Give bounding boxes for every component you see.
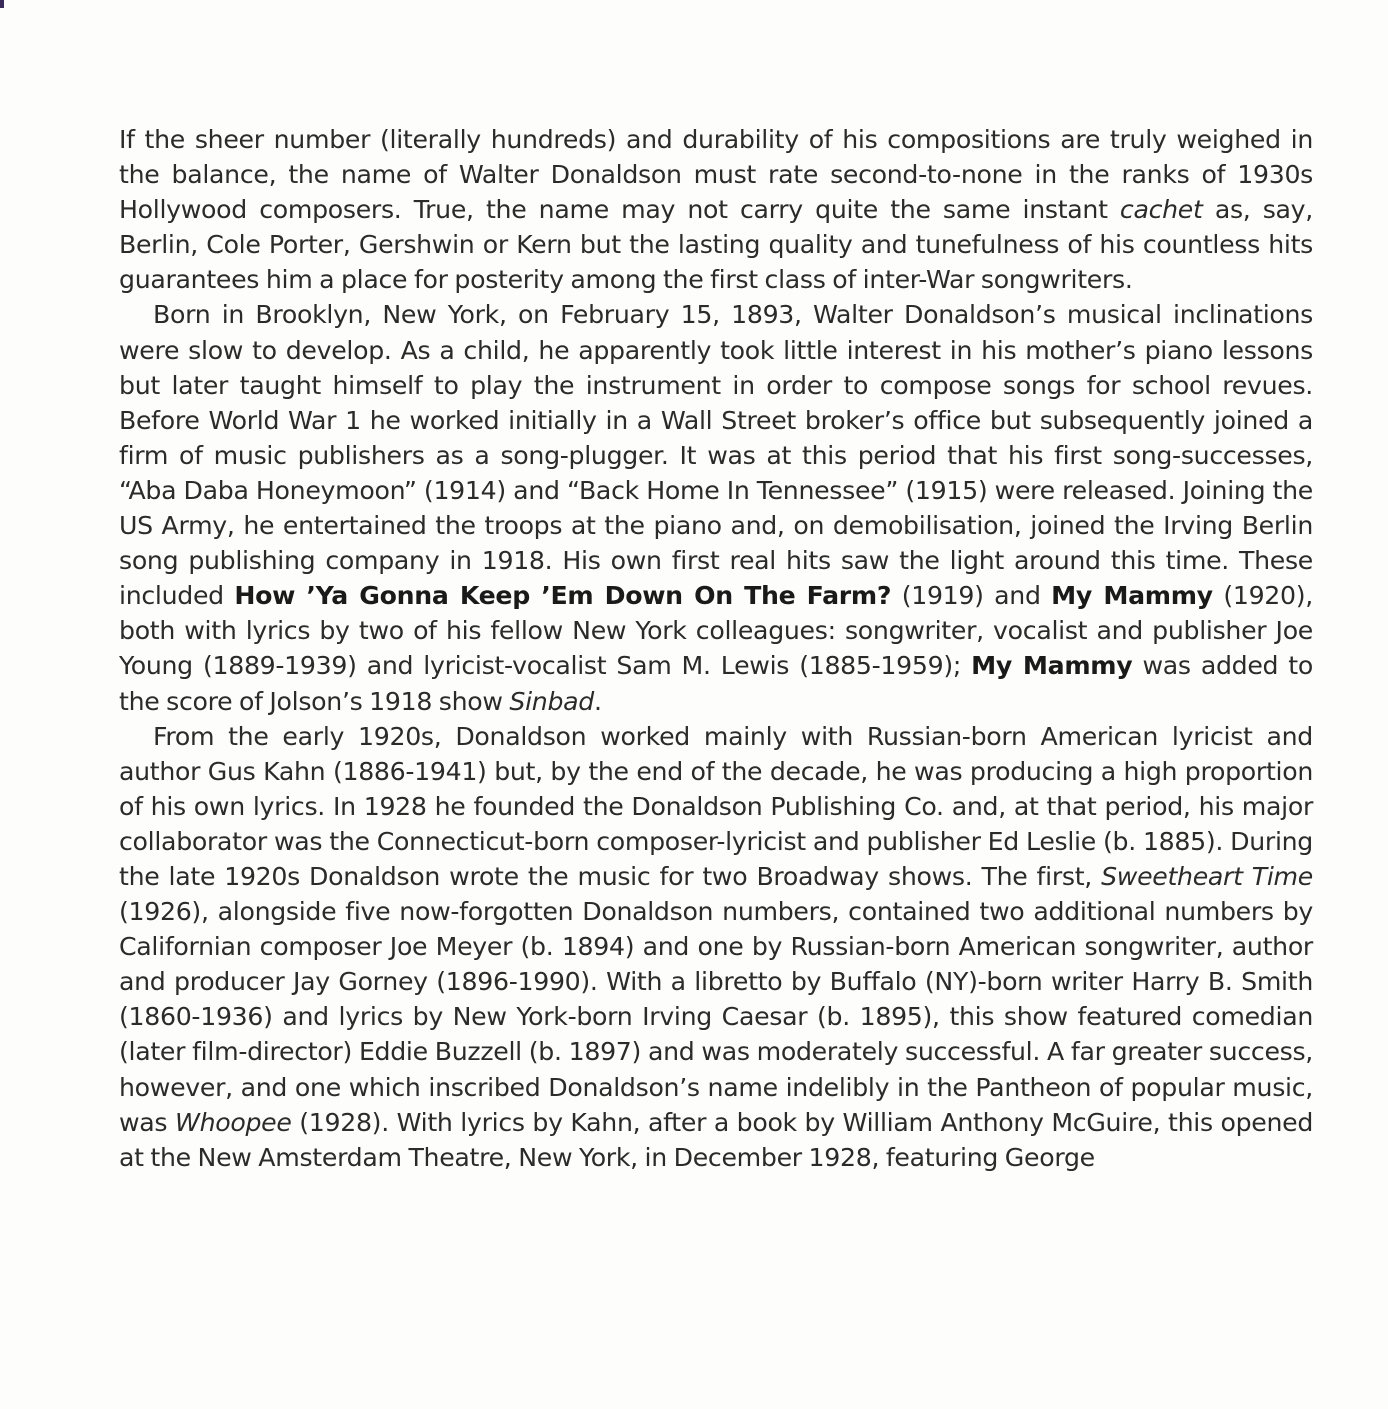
text-run: From the early 1920s, Donaldson worked mainly with Russian-born American lyricist and author Gus Kahn (1886-1941) but, by the end of the decade, he was producing a high proportion of his own lyrics. In 1928 he founded the Donaldson Publishing Co. and, at that period, his major collaborator was the Connecticut-born composer-lyricist and publisher Ed Leslie (b. 1885). During the late 1920s Donaldson wrote the music for two Broadway shows. The first, <box>119 721 1313 891</box>
text-run: (1919) and <box>891 581 1052 611</box>
text-run: If the sheer number (literally hundreds) and durability of his compositions are truly weighed in the balance, the name of Walter Donaldson must rate second-to-none in the ranks of 1930s Hollywood composers. True, the name may not carry quite the same instant <box>119 125 1313 225</box>
emphasis-text: Whoopee <box>174 1107 292 1137</box>
text-run: was added to the score of Jolson’s 1918 show <box>119 651 1313 716</box>
text-run: Born in Brooklyn, New York, on February 15, 1893, Walter Donaldson’s musical inclinations were slow to develop. As a child, he apparently took little interest in his mother’s piano lessons but later taught himself to play the instrument in order to compose songs for school revues. Before World War 1 he worked initially in a Wall Street broker’s office but subsequently joined a firm of music publishers as a song-plugger. It was at this period that his first song-successes, “Aba Daba Honeymoon” (1914) and “Back Home In Tennessee” (1915) were released. Joining the US Army, he entertained the troops at the piano and, on demobilisation, joined the Irving Berlin song publishing company in 1918. His own first real hits saw the light around this time. These included <box>119 300 1313 611</box>
song-title: How ’Ya Gonna Keep ’Em Down On The Farm? <box>234 581 892 611</box>
song-title: My Mammy <box>1051 581 1213 611</box>
text-run: as, say, Berlin, Cole Porter, Gershwin or Kern but the lasting quality and tunefulness of his countless hits guarantees him a place for posterity among the first class of inter-War songwriters. <box>119 195 1313 295</box>
emphasis-text: cachet <box>1119 195 1203 225</box>
paragraph-early-life <box>119 297 1313 718</box>
paragraph-broadway <box>119 719 1313 1175</box>
scan-edge-mark <box>0 0 4 8</box>
text-run: (1928). With lyrics by Kahn, after a book by William Anthony McGuire, this opened at the New Amsterdam Theatre, New York, in December 1928, featuring George <box>119 1107 1314 1172</box>
body-text <box>119 122 1313 1175</box>
emphasis-text: Sinbad <box>509 686 594 716</box>
song-title: My Mammy <box>971 651 1133 681</box>
text-run: . <box>593 686 602 716</box>
text-run: (1926), alongside five now-forgotten Donaldson numbers, contained two additional numbers by Californian composer Joe Meyer (b. 1894) and one by Russian-born American songwriter, author and producer Jay Gorney (1896-1990). With a libretto by Buffalo (NY)-born writer Harry B. Smith (1860-1936) and lyrics by New York-born Irving Caesar (b. 1895), this show featured comedian (later film-director) Eddie Buzzell (b. 1897) and was moderately successful. A far greater success, however, and one which inscribed Donaldson’s name indelibly in the Pantheon of popular music, was <box>119 897 1313 1137</box>
text-run: (1920), both with lyrics by two of his fellow New York colleagues: songwriter, vocalist and publisher Joe Young (1889-1939) and lyricist-vocalist Sam M. Lewis (1885-1959); <box>119 581 1313 681</box>
paragraph-intro <box>119 122 1313 297</box>
emphasis-text: Sweetheart Time <box>1101 861 1313 891</box>
